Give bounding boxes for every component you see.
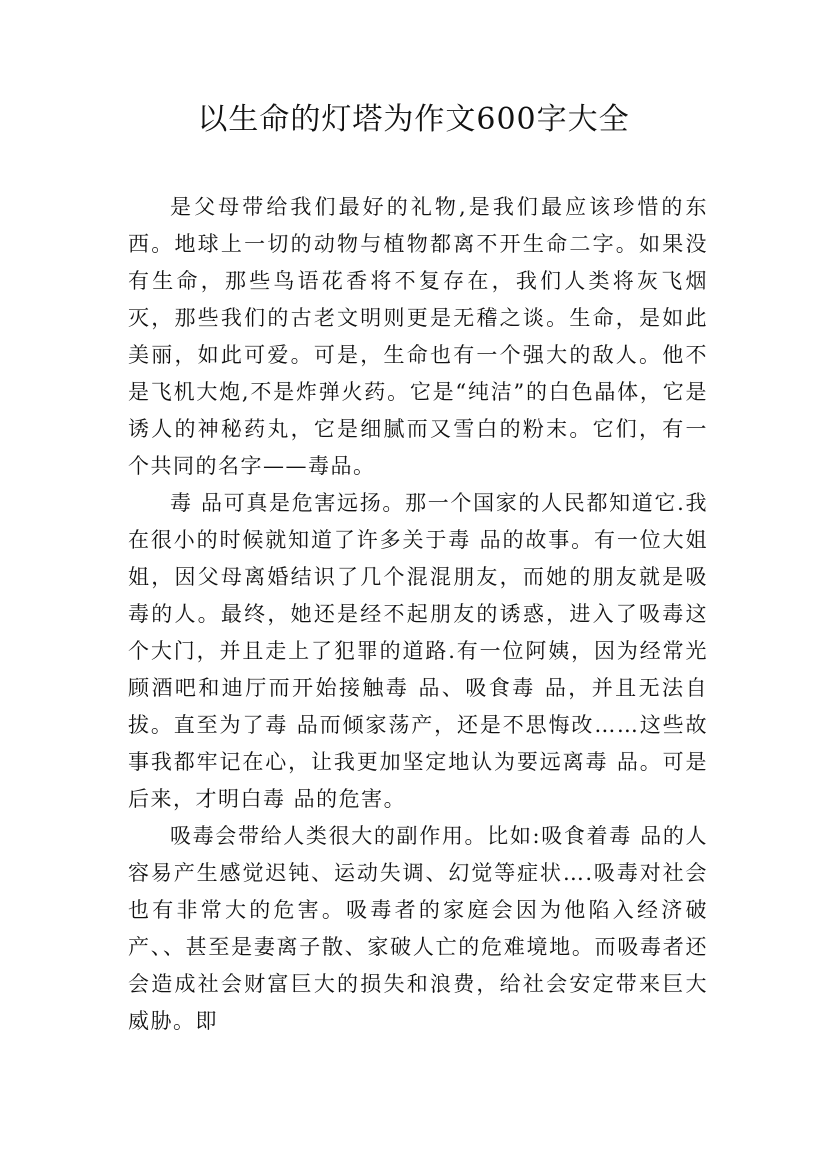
document-title: 以生命的灯塔为作文600字大全	[197, 102, 630, 137]
paragraph-1: 是父母带给我们最好的礼物,是我们最应该珍惜的东西。地球上一切的动物与植物都离不开生命二字。如果没有生命，那些鸟语花香将不复存在，我们人类将灰飞烟灭，那些我们的古老文明则更是无稽之谈。生命，是如此美丽，如此可爱。可是，生命也有一个强大的敌人。他不是飞机大炮,不是炸弹火药。它是“纯洁”的白色晶体，它是诱人的神秘药丸，它是细腻而又雪白的粉末。它们，有一个共同的名字——毒品。	[128, 195, 708, 478]
document-body	[128, 189, 708, 1040]
paragraph-3: 吸毒会带给人类很大的副作用。比如:吸食着毒 品的人容易产生感觉迟钝、运动失调、幻觉等症状….吸毒对社会也有非常大的危害。吸毒者的家庭会因为他陷入经济破产、、甚至是妻离子散、家破人亡的危难境地。而吸毒者还会造成社会财富巨大的损失和浪费，给社会安定带来巨大威胁。即	[128, 824, 708, 1033]
paragraph-2: 毒 品可真是危害远扬。那一个国家的人民都知道它.我在很小的时候就知道了许多关于毒 品的故事。有一位大姐姐，因父母离婚结识了几个混混朋友，而她的朋友就是吸毒的人。最终，她还是经不起朋友的诱惑，进入了吸毒这个大门，并且走上了犯罪的道路.有一位阿姨，因为经常光顾酒吧和迪厅而开始接触毒 品、吸食毒 品，并且无法自拔。直至为了毒 品而倾家荡产，还是不思悔改……这些故事我都牢记在心，让我更加坚定地认为要远离毒 品。可是后来，才明白毒 品的危害。	[128, 491, 708, 811]
